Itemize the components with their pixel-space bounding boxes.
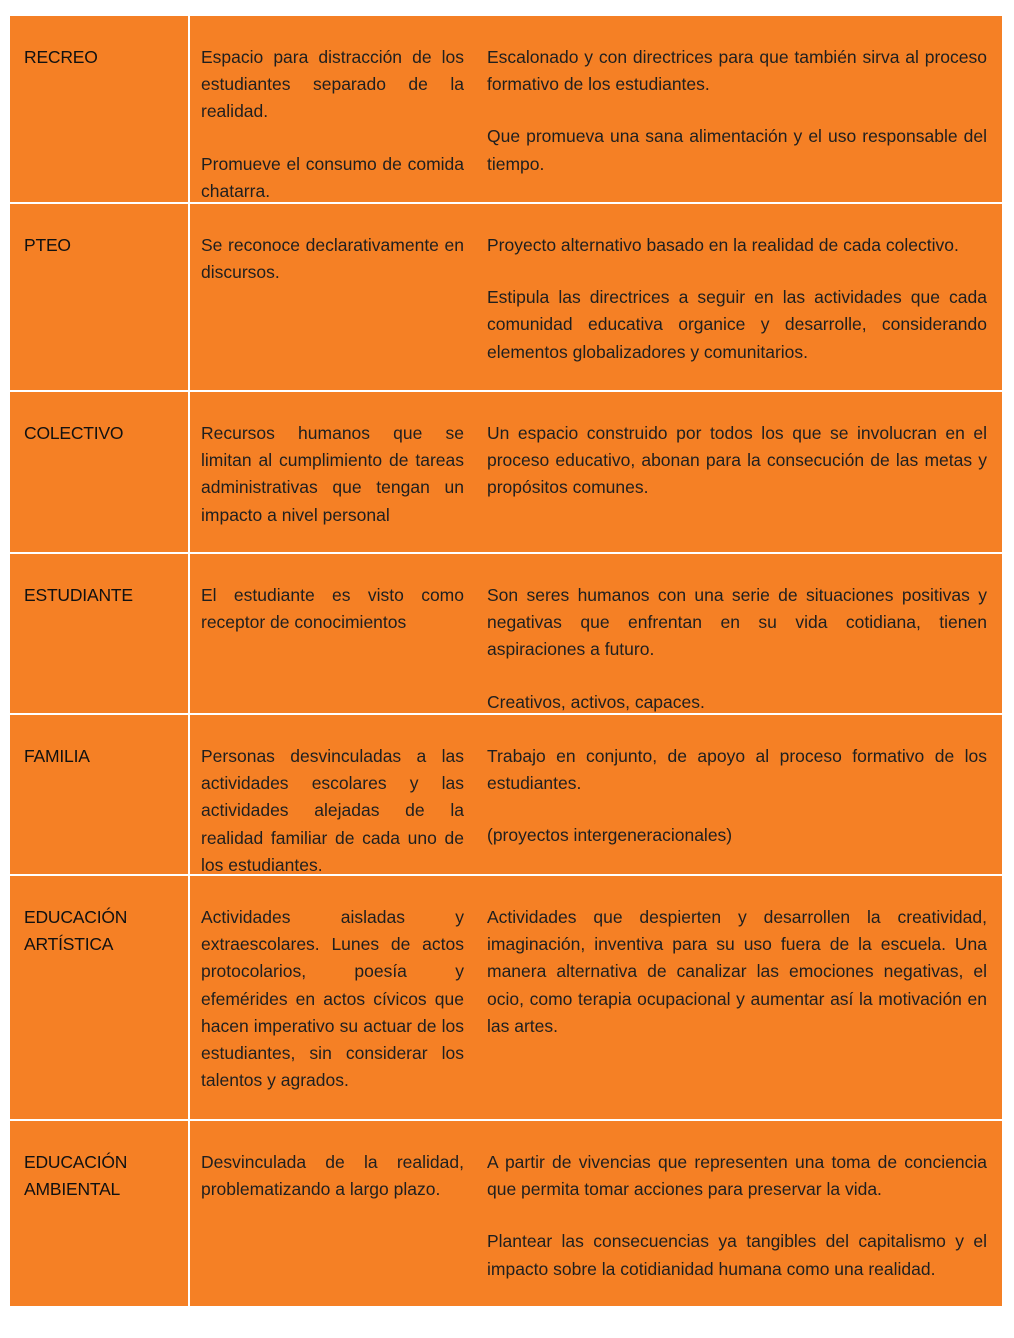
proposal-text: Actividades que despierten y desarrollen la creatividad, imaginación, inventiva para su uso fuera de la escuela. Una manera alternativa de canalizar las emociones negativas, el ocio, como terapia ocupacional y aumentar así la motivación en las artes.	[487, 907, 987, 1036]
row-label-cell	[10, 715, 188, 874]
proposal-text: Un espacio construido por todos los que se involucran en el proceso educativo, abonan para la consecución de las metas y propósitos comunes.	[487, 423, 987, 498]
row-label: ESTUDIANTE	[24, 585, 133, 605]
proposal-text: Son seres humanos con una serie de situaciones positivas y negativas que enfrentan en su vida cotidiana, tienen aspiraciones a futuro.	[487, 585, 987, 660]
proposal-cell	[475, 392, 1002, 552]
current-text: Desvinculada de la realidad, problematizando a largo plazo.	[201, 1152, 464, 1200]
table-row-colectivo	[10, 390, 1002, 552]
proposal-text: Que promueva una sana alimentación y el uso responsable del tiempo.	[487, 126, 987, 174]
table-row-educacion-artistica	[10, 874, 1002, 1119]
current-practice-cell	[188, 554, 475, 713]
current-text: Actividades aisladas y extraescolares. Lunes de actos protocolarios, poesía y efemérides en actos cívicos que hacen imperativo su actuar de los estudiantes, sin considerar los talentos y agrados.	[201, 907, 464, 1091]
proposal-text: A partir de vivencias que representen una toma de conciencia que permita tomar acciones para preservar la vida.	[487, 1152, 987, 1200]
row-label-cell	[10, 554, 188, 713]
current-practice-cell	[188, 392, 475, 552]
table-row-familia	[10, 713, 1002, 874]
current-practice-cell	[188, 715, 475, 874]
row-label: EDUCACIÓN	[24, 907, 128, 927]
row-label: ARTÍSTICA	[24, 934, 114, 955]
proposal-cell	[475, 876, 1002, 1119]
proposal-text: (proyectos intergeneracionales)	[487, 825, 733, 846]
current-text: Promueve el consumo de comida chatarra.	[201, 153, 464, 201]
row-label-cell	[10, 204, 188, 390]
proposal-text: Proyecto alternativo basado en la realidad de cada colectivo.	[487, 235, 959, 255]
table-row-recreo	[10, 16, 1002, 202]
proposal-text: Escalonado y con directrices para que también sirva al proceso formativo de los estudiantes.	[487, 47, 987, 95]
current-practice-cell	[188, 204, 475, 390]
row-label: EDUCACIÓN	[24, 1152, 128, 1172]
row-label: FAMILIA	[24, 746, 90, 766]
proposal-cell	[475, 1121, 1002, 1306]
proposal-text: Estipula las directrices a seguir en las actividades que cada comunidad educativa organice y desarrolle, considerando elementos globalizadores y comunitarios.	[487, 287, 987, 362]
comparison-table	[10, 16, 1002, 1306]
current-practice-cell	[188, 876, 475, 1119]
row-label: PTEO	[24, 235, 71, 255]
row-label: RECREO	[24, 47, 98, 67]
proposal-cell	[475, 16, 1002, 202]
proposal-text: Creativos, activos, capaces.	[487, 691, 705, 712]
row-label: AMBIENTAL	[24, 1179, 121, 1200]
proposal-cell	[475, 554, 1002, 713]
proposal-text: Plantear las consecuencias ya tangibles del capitalismo y el impacto sobre la cotidianidad humana como una realidad.	[487, 1231, 987, 1279]
current-practice-cell	[188, 16, 475, 202]
proposal-cell	[475, 204, 1002, 390]
row-label-cell	[10, 392, 188, 552]
proposal-cell	[475, 715, 1002, 874]
row-label-cell	[10, 876, 188, 1119]
current-text: El estudiante es visto como receptor de conocimientos	[201, 585, 464, 633]
table-row-estudiante	[10, 552, 1002, 713]
row-label-cell	[10, 1121, 188, 1306]
current-text: Recursos humanos que se limitan al cumplimiento de tareas administrativas que tengan un impacto a nivel personal	[201, 423, 464, 525]
row-label-cell	[10, 16, 188, 202]
current-text: Personas desvinculadas a las actividades escolares y las actividades alejadas de la realidad familiar de cada uno de los estudiantes.	[201, 746, 464, 875]
current-text: Se reconoce declarativamente en discursos.	[201, 235, 464, 283]
current-practice-cell	[188, 1121, 475, 1306]
table-row-pteo	[10, 202, 1002, 390]
current-text: Espacio para distracción de los estudiantes separado de la realidad.	[201, 47, 464, 122]
table-row-educacion-ambiental	[10, 1119, 1002, 1306]
proposal-text: Trabajo en conjunto, de apoyo al proceso formativo de los estudiantes.	[487, 746, 987, 794]
row-label: COLECTIVO	[24, 423, 124, 443]
